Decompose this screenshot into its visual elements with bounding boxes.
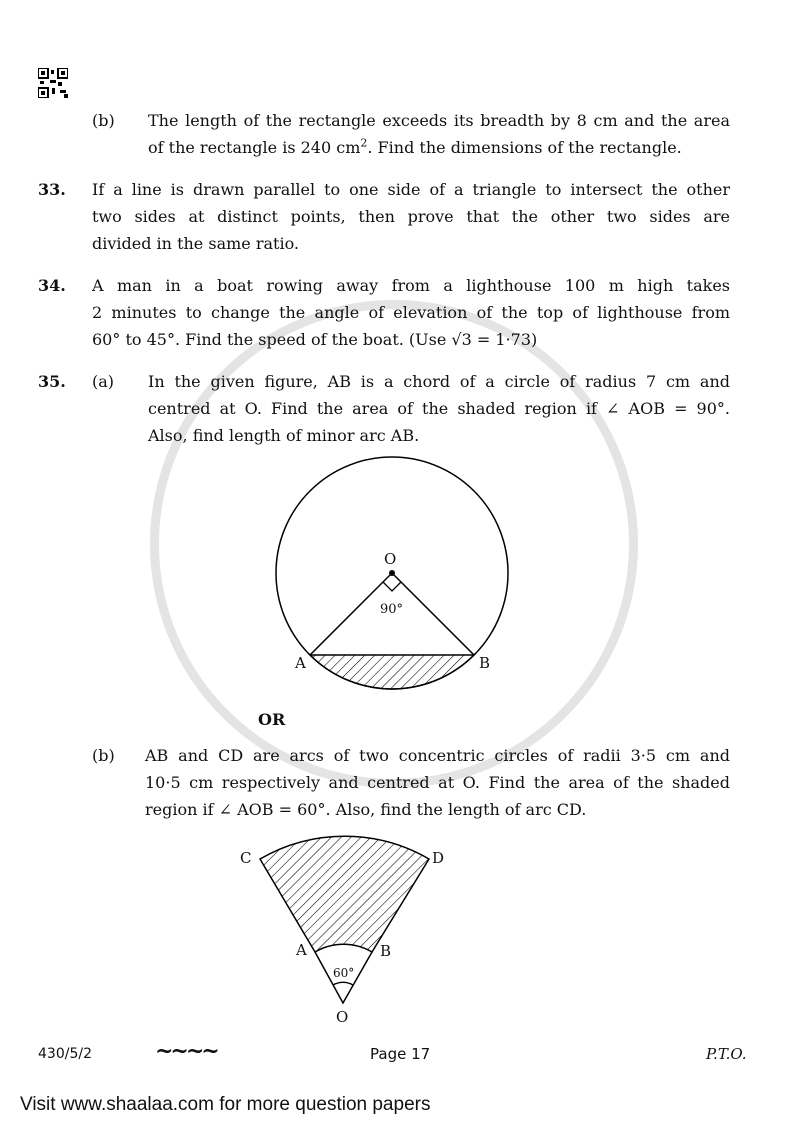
q32b-label: (b) xyxy=(92,111,115,130)
label-O: O xyxy=(384,550,397,568)
angle-arc xyxy=(333,982,353,985)
label-A: A xyxy=(295,654,306,672)
q33-number: 33. xyxy=(38,180,66,199)
or-separator: OR xyxy=(258,710,286,729)
q35a-line: In the given figure, AB is a chord of a circle of radius 7 cm and xyxy=(148,372,730,391)
q35b-label: (b) xyxy=(92,746,115,765)
squiggle-mark: ~~~~ xyxy=(155,1038,217,1064)
label-C: C xyxy=(240,849,252,867)
q35b-line: 10·5 cm respectively and centred at O. Find the area of the shaded xyxy=(145,773,730,792)
paper-code: 430/5/2 xyxy=(38,1046,92,1062)
shaded-annular-sector xyxy=(260,836,429,952)
q34-line: 2 minutes to change the angle of elevation of the top of lighthouse from xyxy=(92,303,730,322)
q33-line: If a line is drawn parallel to one side of a triangle to intersect the other xyxy=(92,180,730,199)
label-angle-60: 60° xyxy=(333,966,355,980)
q35b-line: region if ∠ AOB = 60°. Also, find the length of arc CD. xyxy=(145,800,587,819)
q35a-line: Also, find length of minor arc AB. xyxy=(148,426,420,445)
label-A: A xyxy=(296,941,307,959)
label-D: D xyxy=(432,849,445,867)
right-angle-mark xyxy=(383,582,401,591)
visit-link-text: Visit www.shaalaa.com for more question papers xyxy=(20,1094,431,1115)
q32b-text: of the rectangle is 240 cm xyxy=(148,138,361,157)
label-B: B xyxy=(479,654,491,672)
q34-line: A man in a boat rowing away from a lighthouse 100 m high takes xyxy=(92,276,730,295)
q34-line: 60° to 45°. Find the speed of the boat. (Use √3 = 1·73) xyxy=(92,330,538,349)
q32b-line1: The length of the rectangle exceeds its breadth by 8 cm and the area xyxy=(148,111,730,130)
q34-number: 34. xyxy=(38,276,66,295)
pto: P.T.O. xyxy=(706,1045,747,1063)
superscript: 2 xyxy=(360,136,368,150)
shaded-segment xyxy=(310,655,474,689)
q35a-line: centred at O. Find the area of the shaded region if ∠ AOB = 90°. xyxy=(148,399,730,418)
label-B: B xyxy=(380,942,392,960)
page-number: Page 17 xyxy=(370,1045,431,1063)
q33-line: two sides at distinct points, then prove that the other two sides are xyxy=(92,207,730,226)
q33-line: divided in the same ratio. xyxy=(92,234,299,253)
q35a-label: (a) xyxy=(92,372,115,391)
q32b-text: . Find the dimensions of the rectangle. xyxy=(367,138,682,157)
q35-number: 35. xyxy=(38,372,66,391)
label-angle-90: 90° xyxy=(380,602,404,617)
q35b-line: AB and CD are arcs of two concentric circles of radii 3·5 cm and xyxy=(145,746,730,765)
label-O: O xyxy=(336,1008,349,1026)
